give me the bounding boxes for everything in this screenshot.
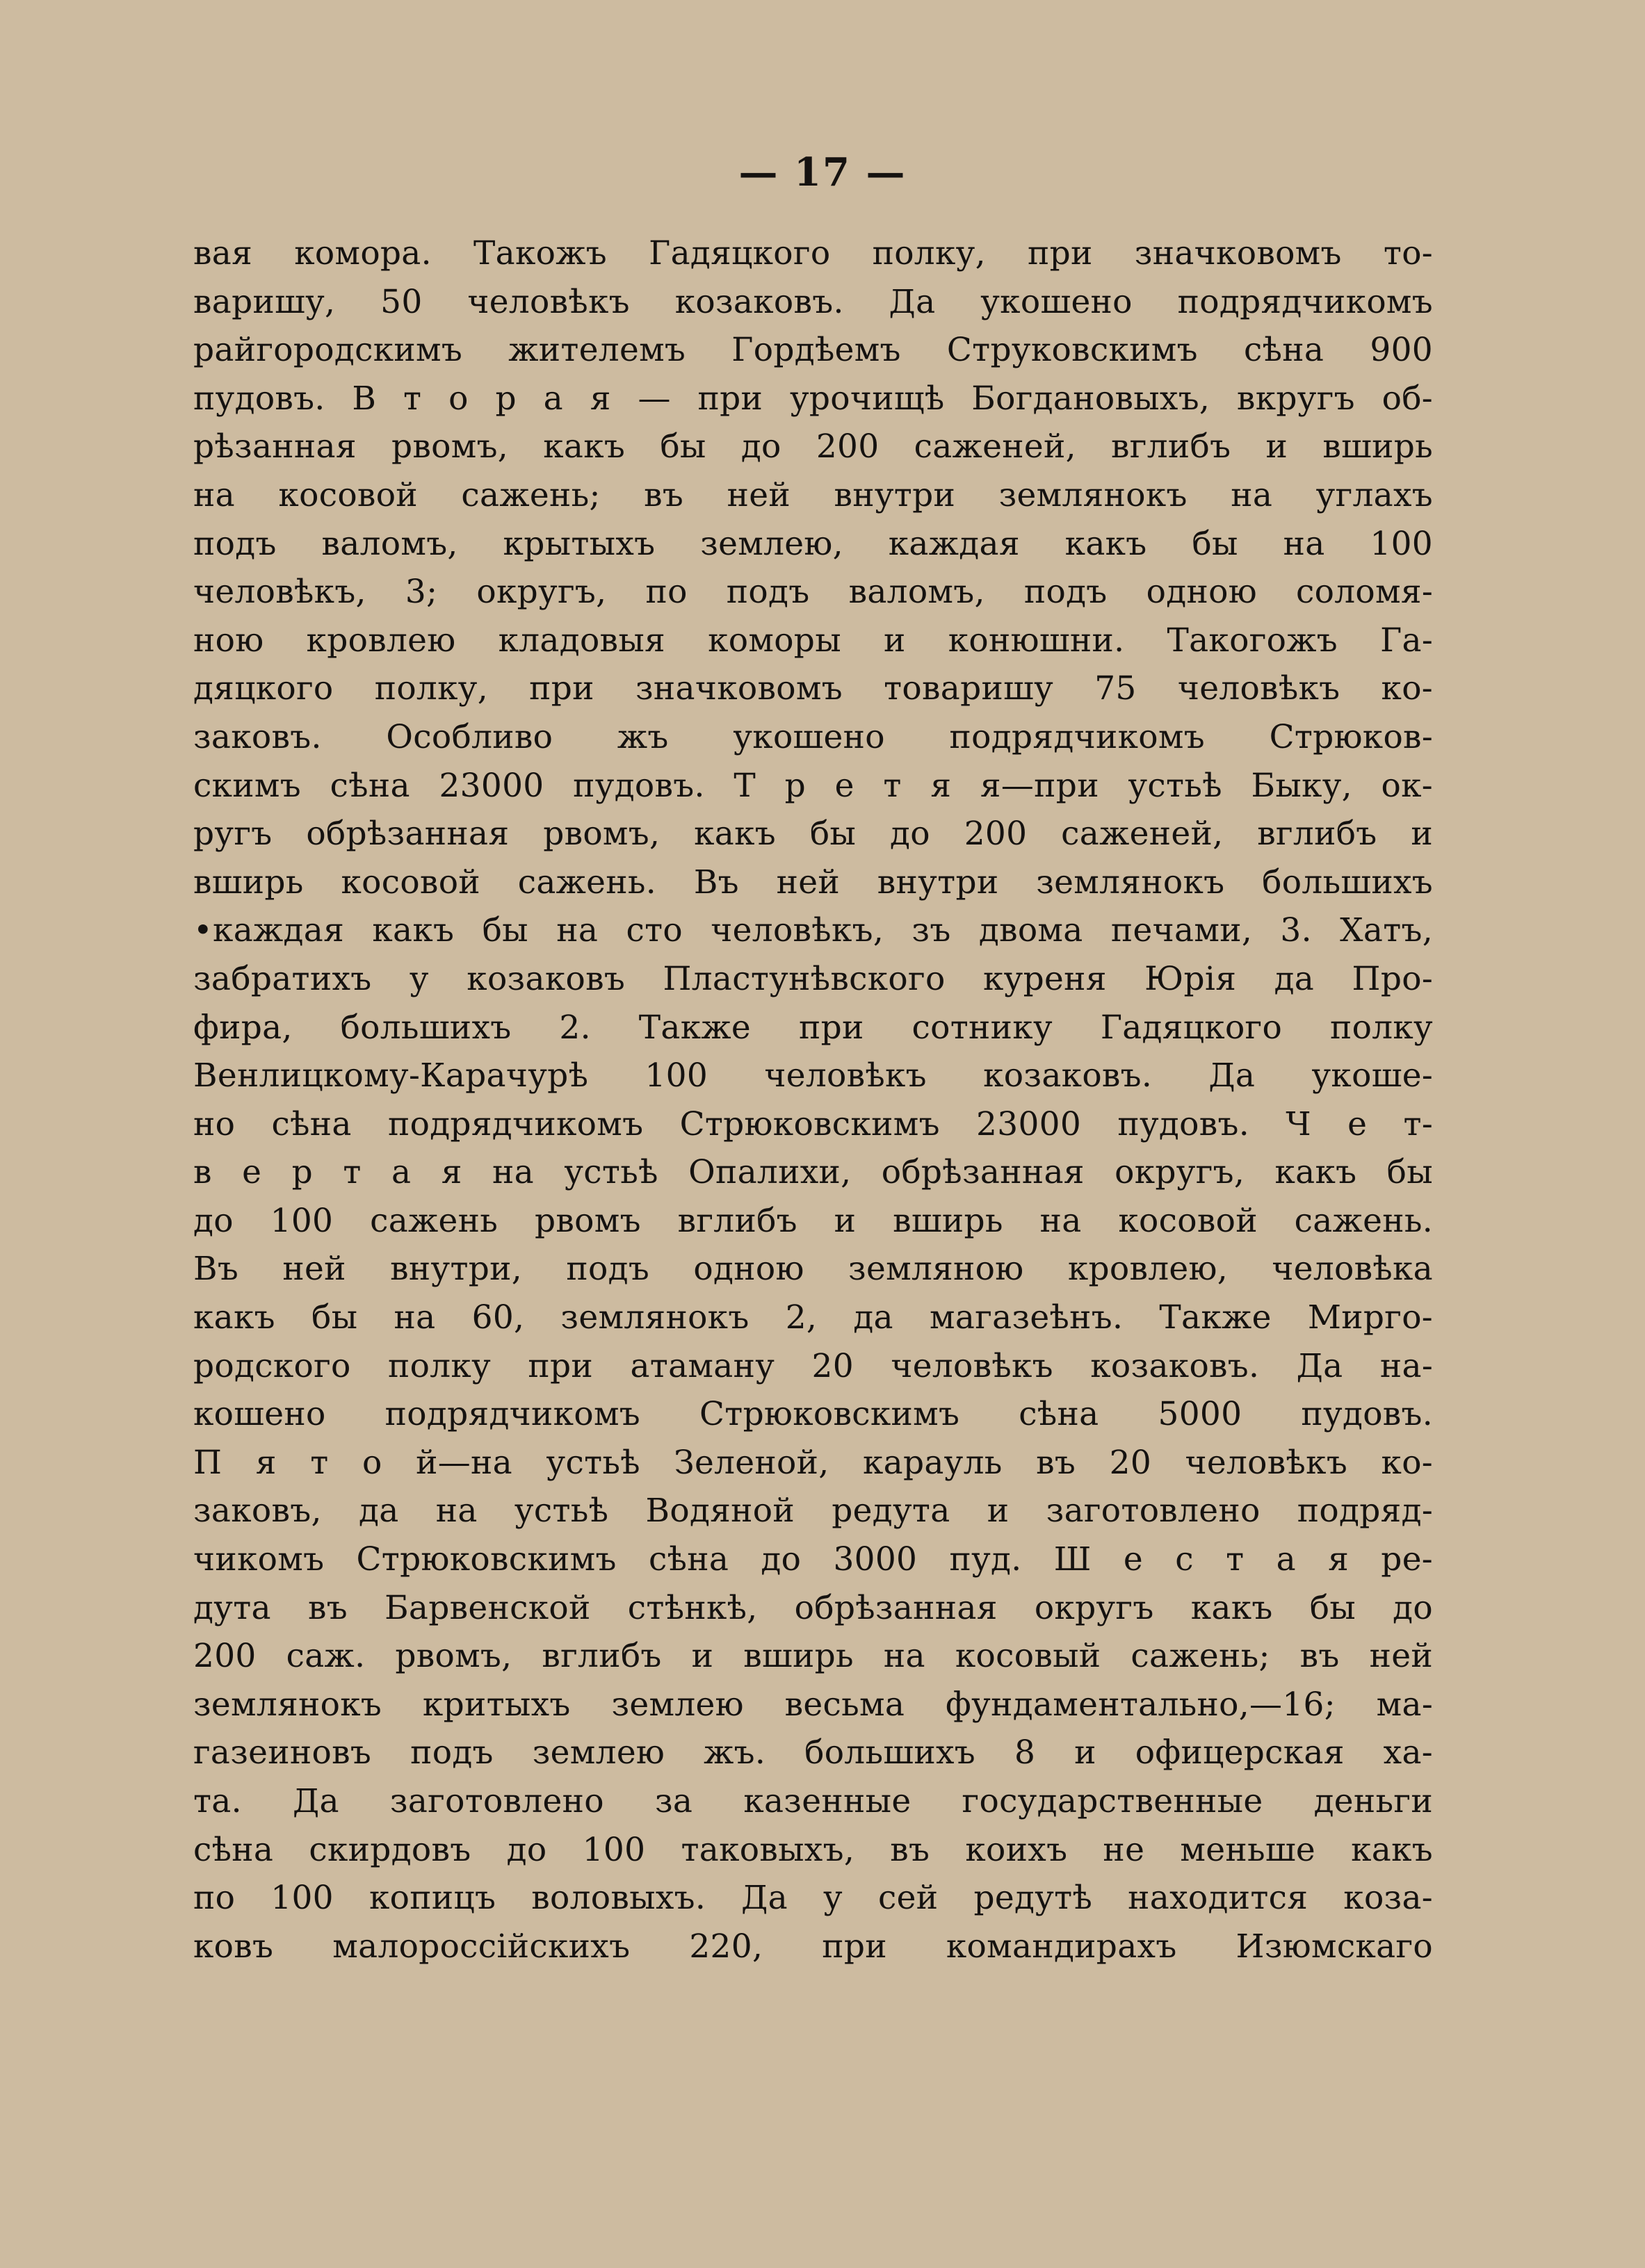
text-line: родского полку при атаману 20 человѣкъ козаковъ. Да на- xyxy=(193,1346,1433,1385)
text-line: до 100 сажень рвомъ вглибъ и вширь на косовой сажень. xyxy=(193,1201,1433,1240)
text-line: та. Да заготовлено за казенные государственные деньги xyxy=(193,1782,1433,1820)
text-line: в е р т а я на устьѣ Опалихи, обрѣзанная округъ, какъ бы xyxy=(193,1153,1433,1192)
text-line: дяцкого полку, при значковомъ товаришу 75 человѣкъ ко- xyxy=(193,669,1433,708)
text-line: газеиновъ подъ землею жъ. большихъ 8 и офицерская ха- xyxy=(193,1733,1433,1772)
text-line: Венлицкому-Карачурѣ 100 человѣкъ козаковъ. Да укоше- xyxy=(193,1057,1433,1095)
text-line: рѣзанная рвомъ, какъ бы до 200 саженей, вглибъ и вширь xyxy=(193,427,1433,466)
text-line: ною кровлею кладовыя коморы и конюшни. Такогожъ Га- xyxy=(193,621,1433,660)
text-line: вширь косовой сажень. Въ ней внутри землянокъ большихъ xyxy=(193,863,1433,902)
text-line: землянокъ критыхъ землею весьма фундаментально,—16; ма- xyxy=(193,1685,1433,1724)
text-line: вая комора. Такожъ Гадяцкого полку, при значковомъ то- xyxy=(193,234,1433,272)
text-line: скимъ сѣна 23000 пудовъ. Т р е т я я—при устьѣ Быку, ок- xyxy=(193,766,1433,805)
body-text xyxy=(193,229,1433,1971)
text-line: варишу, 50 человѣкъ козаковъ. Да укошено подрядчикомъ xyxy=(193,282,1433,321)
page-number: — 17 — xyxy=(738,149,907,195)
text-line: ковъ малороссійскихъ 220, при командирахъ Изюмскаго xyxy=(193,1927,1433,1966)
text-line: 200 саж. рвомъ, вглибъ и вширь на косовый сажень; въ ней xyxy=(193,1637,1433,1676)
text-line: дута въ Барвенской стѣнкѣ, обрѣзанная округъ какъ бы до xyxy=(193,1588,1433,1627)
text-line: райгородскимъ жителемъ Гордѣемъ Струковскимъ сѣна 900 xyxy=(193,331,1433,370)
text-line: ругъ обрѣзанная рвомъ, какъ бы до 200 саженей, вглибъ и xyxy=(193,815,1433,854)
text-line: какъ бы на 60, землянокъ 2, да магазеѣнъ. Также Мирго- xyxy=(193,1298,1433,1337)
text-line: •каждая какъ бы на сто человѣкъ, зъ двома печами, 3. Хатъ, xyxy=(193,911,1433,950)
text-line: пудовъ. В т о р а я — при урочищѣ Богдановыхъ, вкругъ об- xyxy=(193,379,1433,418)
text-line: Въ ней внутри, подъ одною земляною кровлею, человѣка xyxy=(193,1250,1433,1289)
text-line: кошено подрядчикомъ Стрюковскимъ сѣна 5000 пудовъ. xyxy=(193,1395,1433,1434)
text-line: фира, большихъ 2. Также при сотнику Гадяцкого полку xyxy=(193,1008,1433,1047)
text-line: заковъ, да на устьѣ Водяной редута и заготовлено подряд- xyxy=(193,1492,1433,1531)
text-line: человѣкъ, 3; округъ, по подъ валомъ, подъ одною соломя- xyxy=(193,573,1433,612)
text-line: но сѣна подрядчикомъ Стрюковскимъ 23000 пудовъ. Ч е т- xyxy=(193,1104,1433,1143)
text-line: чикомъ Стрюковскимъ сѣна до 3000 пуд. Ш е с т а я ре- xyxy=(193,1540,1433,1579)
text-line: сѣна скирдовъ до 100 таковыхъ, въ коихъ не меньше какъ xyxy=(193,1830,1433,1869)
text-line: П я т о й—на устьѣ Зеленой, карауль въ 20 человѣкъ ко- xyxy=(193,1443,1433,1482)
text-line: заковъ. Особливо жъ укошено подрядчикомъ Стрюков- xyxy=(193,717,1433,756)
text-line: подъ валомъ, крытыхъ землею, каждая какъ бы на 100 xyxy=(193,524,1433,563)
text-line: на косовой сажень; въ ней внутри землянокъ на углахъ xyxy=(193,475,1433,514)
text-line: по 100 копицъ воловыхъ. Да у сей редутѣ находится коза- xyxy=(193,1879,1433,1918)
text-line: забратихъ у козаковъ Пластунѣвского куреня Юрія да Про- xyxy=(193,959,1433,998)
